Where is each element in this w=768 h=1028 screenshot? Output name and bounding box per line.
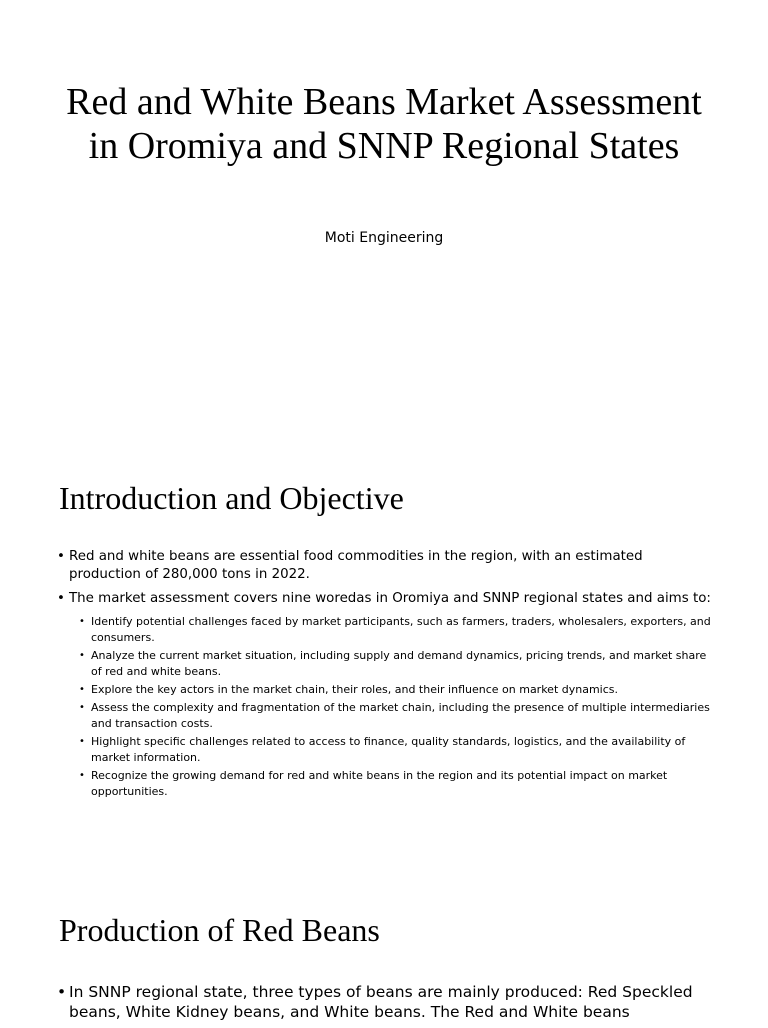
- intro-bullet: [57, 548, 717, 584]
- intro-bullet: [57, 590, 717, 800]
- intro-bullet-text: Red and white beans are essential food commodities in the region, with an estimated production of 280,000 tons in 2022.: [69, 549, 643, 582]
- production-slide: [0, 864, 768, 1024]
- objective-item: • Assess the complexity and fragmentation of the market chain, including the presence of multiple intermediaries and transaction costs.: [79, 700, 717, 732]
- production-bullet: • In SNNP regional state, three types of beans are mainly produced: Red Speckled beans, White Kidney beans, and White beans. The Red and White beans: [57, 982, 717, 1022]
- presentation-title: Red and White Beans Market Assessment in Oromiya and SNNP Regional States: [66, 81, 702, 167]
- intro-bullet-list: [57, 548, 717, 806]
- presentation-author: Moti Engineering: [324, 230, 444, 246]
- production-slide-title: Production of Red Beans: [59, 912, 380, 948]
- objective-item: • Identify potential challenges faced by market participants, such as farmers, traders, wholesalers, exporters, and consumers.: [79, 614, 717, 646]
- introduction-slide: [0, 432, 768, 864]
- production-bullet-list: [57, 982, 717, 1028]
- intro-slide-title: Introduction and Objective: [59, 480, 404, 516]
- intro-bullet-text: The market assessment covers nine woredas in Oromiya and SNNP regional states and aims to:: [69, 591, 711, 606]
- title-slide: [0, 0, 768, 432]
- objectives-sub-list: [79, 614, 717, 800]
- objective-item: • Recognize the growing demand for red and white beans in the region and its potential impact on market opportunities.: [79, 768, 717, 800]
- objective-item: • Highlight specific challenges related to access to finance, quality standards, logistics, and the availability of market information.: [79, 734, 717, 766]
- objective-item: • Explore the key actors in the market chain, their roles, and their influence on market dynamics.: [79, 682, 717, 698]
- objective-item: • Analyze the current market situation, including supply and demand dynamics, pricing trends, and market share of red and white beans.: [79, 648, 717, 680]
